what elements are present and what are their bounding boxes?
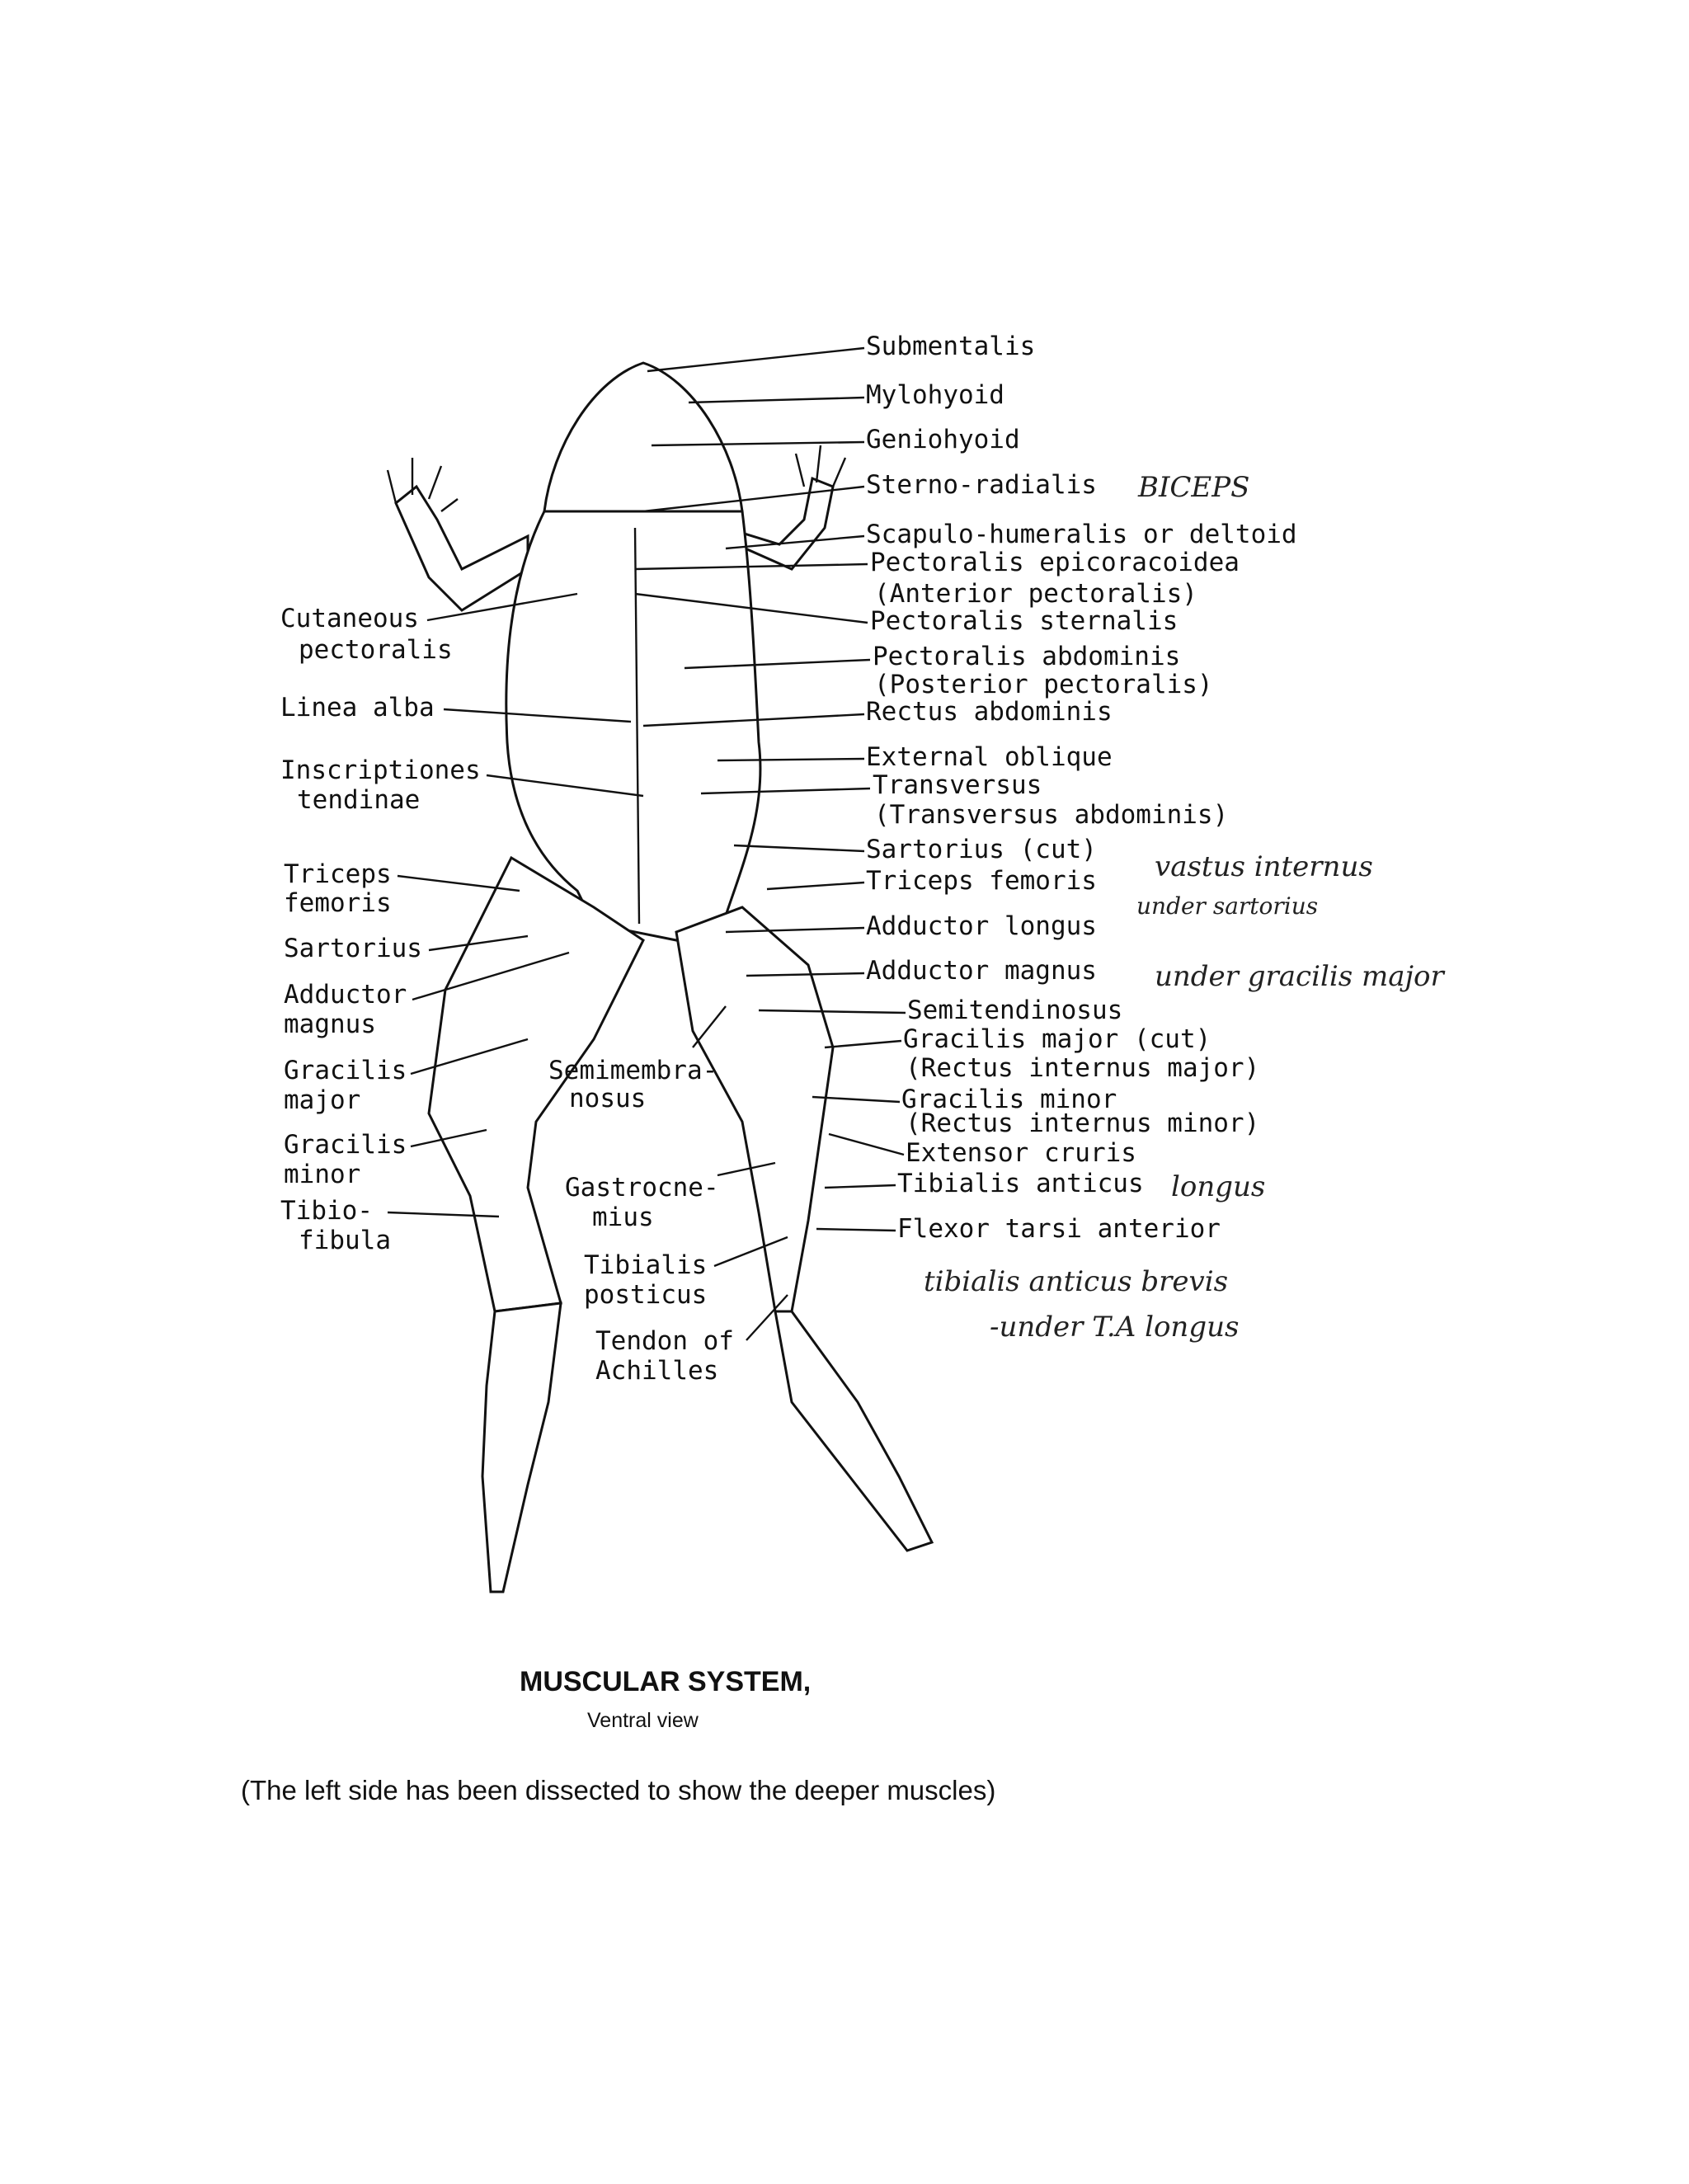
hand-vastus-internus: vastus internus: [1155, 850, 1373, 883]
label-semimembranosus-1: Semimembra-: [548, 1056, 718, 1085]
label-gracilis-minor-l2: minor: [284, 1160, 361, 1189]
label-geniohyoid: Geniohyoid: [866, 425, 1020, 454]
label-adductor-l: Adductor: [284, 980, 407, 1010]
label-gracilis-major-l1: Gracilis: [284, 1056, 407, 1085]
hand-under-gracilis-major: under gracilis major: [1155, 960, 1444, 993]
label-gracilis-major-l2: major: [284, 1085, 361, 1115]
left-foot: [482, 1303, 561, 1592]
label-scapulo-humeralis: Scapulo-humeralis or deltoid: [866, 520, 1297, 549]
label-gracilis-major-cut: Gracilis major (cut): [903, 1024, 1211, 1054]
figure-note: (The left side has been dissected to show the deeper muscles): [241, 1775, 996, 1805]
label-external-oblique: External oblique: [866, 742, 1113, 772]
right-labels: [866, 332, 1297, 1244]
frog-body: [388, 363, 932, 1592]
label-rectus-internus-major: (Rectus internus major): [906, 1053, 1260, 1083]
label-mylohyoid: Mylohyoid: [866, 380, 1004, 410]
label-inscriptiones: Inscriptiones: [280, 755, 481, 785]
label-semitendinosus: Semitendinosus: [907, 996, 1123, 1025]
label-cutaneous: Cutaneous: [280, 604, 419, 633]
label-tendinae: tendinae: [297, 785, 421, 815]
label-transversus: Transversus: [873, 770, 1042, 800]
label-pectoralis-l: pectoralis: [299, 635, 453, 665]
label-pectoralis-abdominis: Pectoralis abdominis: [873, 642, 1181, 671]
label-tibialis-anticus: Tibialis anticus: [897, 1169, 1144, 1198]
hand-biceps: BICEPS: [1138, 471, 1250, 504]
label-pectoralis-epicoracoidea: Pectoralis epicoracoidea: [870, 548, 1240, 577]
left-arm: [396, 487, 528, 610]
label-tibialis-posticus-2: posticus: [584, 1280, 708, 1310]
center-labels: [548, 1056, 734, 1386]
label-tibialis-posticus-1: Tibialis: [584, 1250, 708, 1280]
label-gastrocnemius-2: mius: [592, 1203, 654, 1232]
hand-under-sartorius: under sartorius: [1136, 892, 1319, 920]
label-extensor-cruris: Extensor cruris: [906, 1138, 1136, 1168]
hand-under-ta-longus: -under T.A longus: [990, 1311, 1240, 1344]
label-anterior-pectoralis: (Anterior pectoralis): [874, 579, 1197, 609]
right-foot: [775, 1311, 932, 1551]
label-triceps-l: Triceps: [284, 859, 392, 889]
label-triceps-femoris-r: Triceps femoris: [866, 866, 1097, 896]
trunk: [506, 511, 760, 940]
label-gastrocnemius-1: Gastrocne-: [565, 1173, 719, 1203]
figure-title: MUSCULAR SYSTEM,: [520, 1666, 812, 1697]
label-tibio: Tibio-: [280, 1196, 373, 1226]
label-adductor-magnus-r: Adductor magnus: [866, 956, 1097, 986]
label-fibula: fibula: [299, 1226, 391, 1255]
label-tendon-of: Tendon of: [595, 1326, 734, 1356]
label-linea-alba: Linea alba: [280, 693, 435, 723]
label-rectus-internus-minor: (Rectus internus minor): [906, 1108, 1260, 1138]
label-sterno-radialis: Sterno-radialis: [866, 470, 1097, 500]
label-sartorius-cut: Sartorius (cut): [866, 835, 1097, 864]
figure-subtitle: Ventral view: [587, 1709, 699, 1732]
label-gracilis-minor-l1: Gracilis: [284, 1130, 407, 1160]
label-achilles: Achilles: [595, 1356, 719, 1386]
label-pectoralis-sternalis: Pectoralis sternalis: [870, 606, 1179, 636]
head: [544, 363, 742, 511]
label-rectus-abdominis: Rectus abdominis: [866, 697, 1113, 727]
label-adductor-longus: Adductor longus: [866, 911, 1097, 941]
hand-longus: longus: [1171, 1170, 1266, 1203]
hand-tibialis-anticus-brevis: tibialis anticus brevis: [924, 1265, 1229, 1298]
label-posterior-pectoralis: (Posterior pectoralis): [874, 670, 1213, 699]
label-transversus-abdominis: (Transversus abdominis): [874, 800, 1229, 830]
label-semimembranosus-2: nosus: [569, 1084, 647, 1113]
label-sartorius-l: Sartorius: [284, 934, 422, 963]
label-femoris-l: femoris: [284, 888, 392, 918]
label-gracilis-minor-r: Gracilis minor: [901, 1085, 1117, 1114]
label-magnus-l: magnus: [284, 1010, 376, 1039]
label-submentalis: Submentalis: [866, 332, 1036, 361]
label-flexor-tarsi-anterior: Flexor tarsi anterior: [897, 1214, 1221, 1244]
